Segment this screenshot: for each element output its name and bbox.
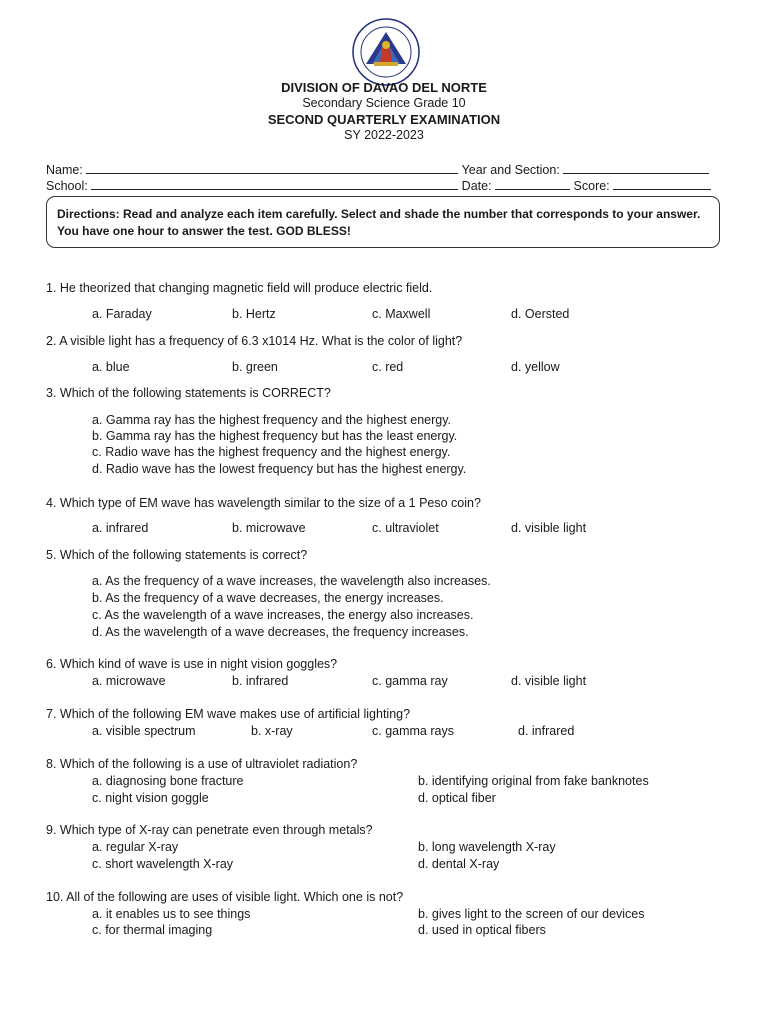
q8-option-a[interactable]: a. diagnosing bone fracture [92, 774, 244, 788]
q4-option-b[interactable]: b. microwave [232, 521, 306, 535]
question-10: 10. All of the following are uses of visible light. Which one is not? [46, 890, 404, 904]
q1-option-a[interactable]: a. Faraday [92, 307, 152, 321]
question-5: 5. Which of the following statements is correct? [46, 548, 308, 562]
division-title: DIVISION OF DAVAO DEL NORTE [281, 80, 487, 95]
name-label: Name: [46, 163, 83, 177]
q3-option-a[interactable]: a. Gamma ray has the highest frequency and the highest energy. [92, 413, 452, 427]
school-label: School: [46, 179, 88, 193]
question-6: 6. Which kind of wave is use in night vision goggles? [46, 657, 338, 671]
q9-option-d[interactable]: d. dental X-ray [418, 857, 500, 871]
q10-option-a[interactable]: a. it enables us to see things [92, 907, 251, 921]
q2-option-d[interactable]: d. yellow [511, 360, 560, 374]
exam-title: SECOND QUARTERLY EXAMINATION [267, 112, 501, 127]
question-4: 4. Which type of EM wave has wavelength similar to the size of a 1 Peso coin? [46, 496, 481, 510]
q6-option-c[interactable]: c. gamma ray [372, 674, 448, 688]
q6-option-d[interactable]: d. visible light [511, 674, 587, 688]
q10-option-c[interactable]: c. for thermal imaging [92, 923, 213, 937]
subject-title: Secondary Science Grade 10 [302, 96, 466, 110]
q3-option-c[interactable]: c. Radio wave has the highest frequency and the highest energy. [92, 445, 451, 459]
q7-option-a[interactable]: a. visible spectrum [92, 724, 196, 738]
school-row [46, 178, 711, 193]
date-line[interactable] [495, 178, 570, 190]
deped-seal [352, 18, 420, 86]
q8-option-b[interactable]: b. identifying original from fake banknotes [418, 774, 649, 788]
q5-option-c[interactable]: c. As the wavelength of a wave increases, the energy also increases. [92, 608, 474, 622]
date-label: Date: [461, 179, 492, 193]
directions-box: Directions: Read and analyze each item carefully. Select and shade the number that corresponds to your answer. You have one hour to answer the test. GOD BLESS! [46, 196, 720, 248]
q6-option-a[interactable]: a. microwave [92, 674, 166, 688]
year-section-line[interactable] [563, 162, 709, 174]
question-1: 1. He theorized that changing magnetic field will produce electric field. [46, 281, 433, 295]
q9-option-c[interactable]: c. short wavelength X-ray [92, 857, 234, 871]
q7-option-b[interactable]: b. x-ray [251, 724, 293, 738]
question-8: 8. Which of the following is a use of ultraviolet radiation? [46, 757, 358, 771]
q5-option-a[interactable]: a. As the frequency of a wave increases, the wavelength also increases. [92, 574, 491, 588]
q2-option-b[interactable]: b. green [232, 360, 278, 374]
school-line[interactable] [91, 178, 458, 190]
q7-option-c[interactable]: c. gamma rays [372, 724, 454, 738]
q4-option-a[interactable]: a. infrared [92, 521, 149, 535]
q6-option-b[interactable]: b. infrared [232, 674, 289, 688]
question-2: 2. A visible light has a frequency of 6.3 x1014 Hz. What is the color of light? [46, 334, 463, 348]
q9-option-a[interactable]: a. regular X-ray [92, 840, 179, 854]
q1-option-c[interactable]: c. Maxwell [372, 307, 431, 321]
q10-option-b[interactable]: b. gives light to the screen of our devices [418, 907, 645, 921]
q1-option-b[interactable]: b. Hertz [232, 307, 276, 321]
q9-option-b[interactable]: b. long wavelength X-ray [418, 840, 556, 854]
name-row [46, 162, 709, 177]
q10-option-d[interactable]: d. used in optical fibers [418, 923, 546, 937]
q4-option-d[interactable]: d. visible light [511, 521, 587, 535]
q7-option-d[interactable]: d. infrared [518, 724, 575, 738]
q5-option-d[interactable]: d. As the wavelength of a wave decreases, the frequency increases. [92, 625, 469, 639]
q8-option-c[interactable]: c. night vision goggle [92, 791, 209, 805]
q2-option-a[interactable]: a. blue [92, 360, 130, 374]
question-3: 3. Which of the following statements is CORRECT? [46, 386, 331, 400]
school-year: SY 2022-2023 [344, 128, 424, 142]
name-line[interactable] [86, 162, 458, 174]
question-7: 7. Which of the following EM wave makes use of artificial lighting? [46, 707, 411, 721]
q1-option-d[interactable]: d. Oersted [511, 307, 570, 321]
question-9: 9. Which type of X-ray can penetrate even through metals? [46, 823, 373, 837]
q8-option-d[interactable]: d. optical fiber [418, 791, 496, 805]
q3-option-b[interactable]: b. Gamma ray has the highest frequency but has the least energy. [92, 429, 458, 443]
q4-option-c[interactable]: c. ultraviolet [372, 521, 439, 535]
q3-option-d[interactable]: d. Radio wave has the lowest frequency but has the highest energy. [92, 462, 467, 476]
q5-option-b[interactable]: b. As the frequency of a wave decreases, the energy increases. [92, 591, 444, 605]
score-line[interactable] [613, 178, 711, 190]
score-label: Score: [573, 179, 610, 193]
year-section-label: Year and Section: [461, 163, 560, 177]
q2-option-c[interactable]: c. red [372, 360, 404, 374]
